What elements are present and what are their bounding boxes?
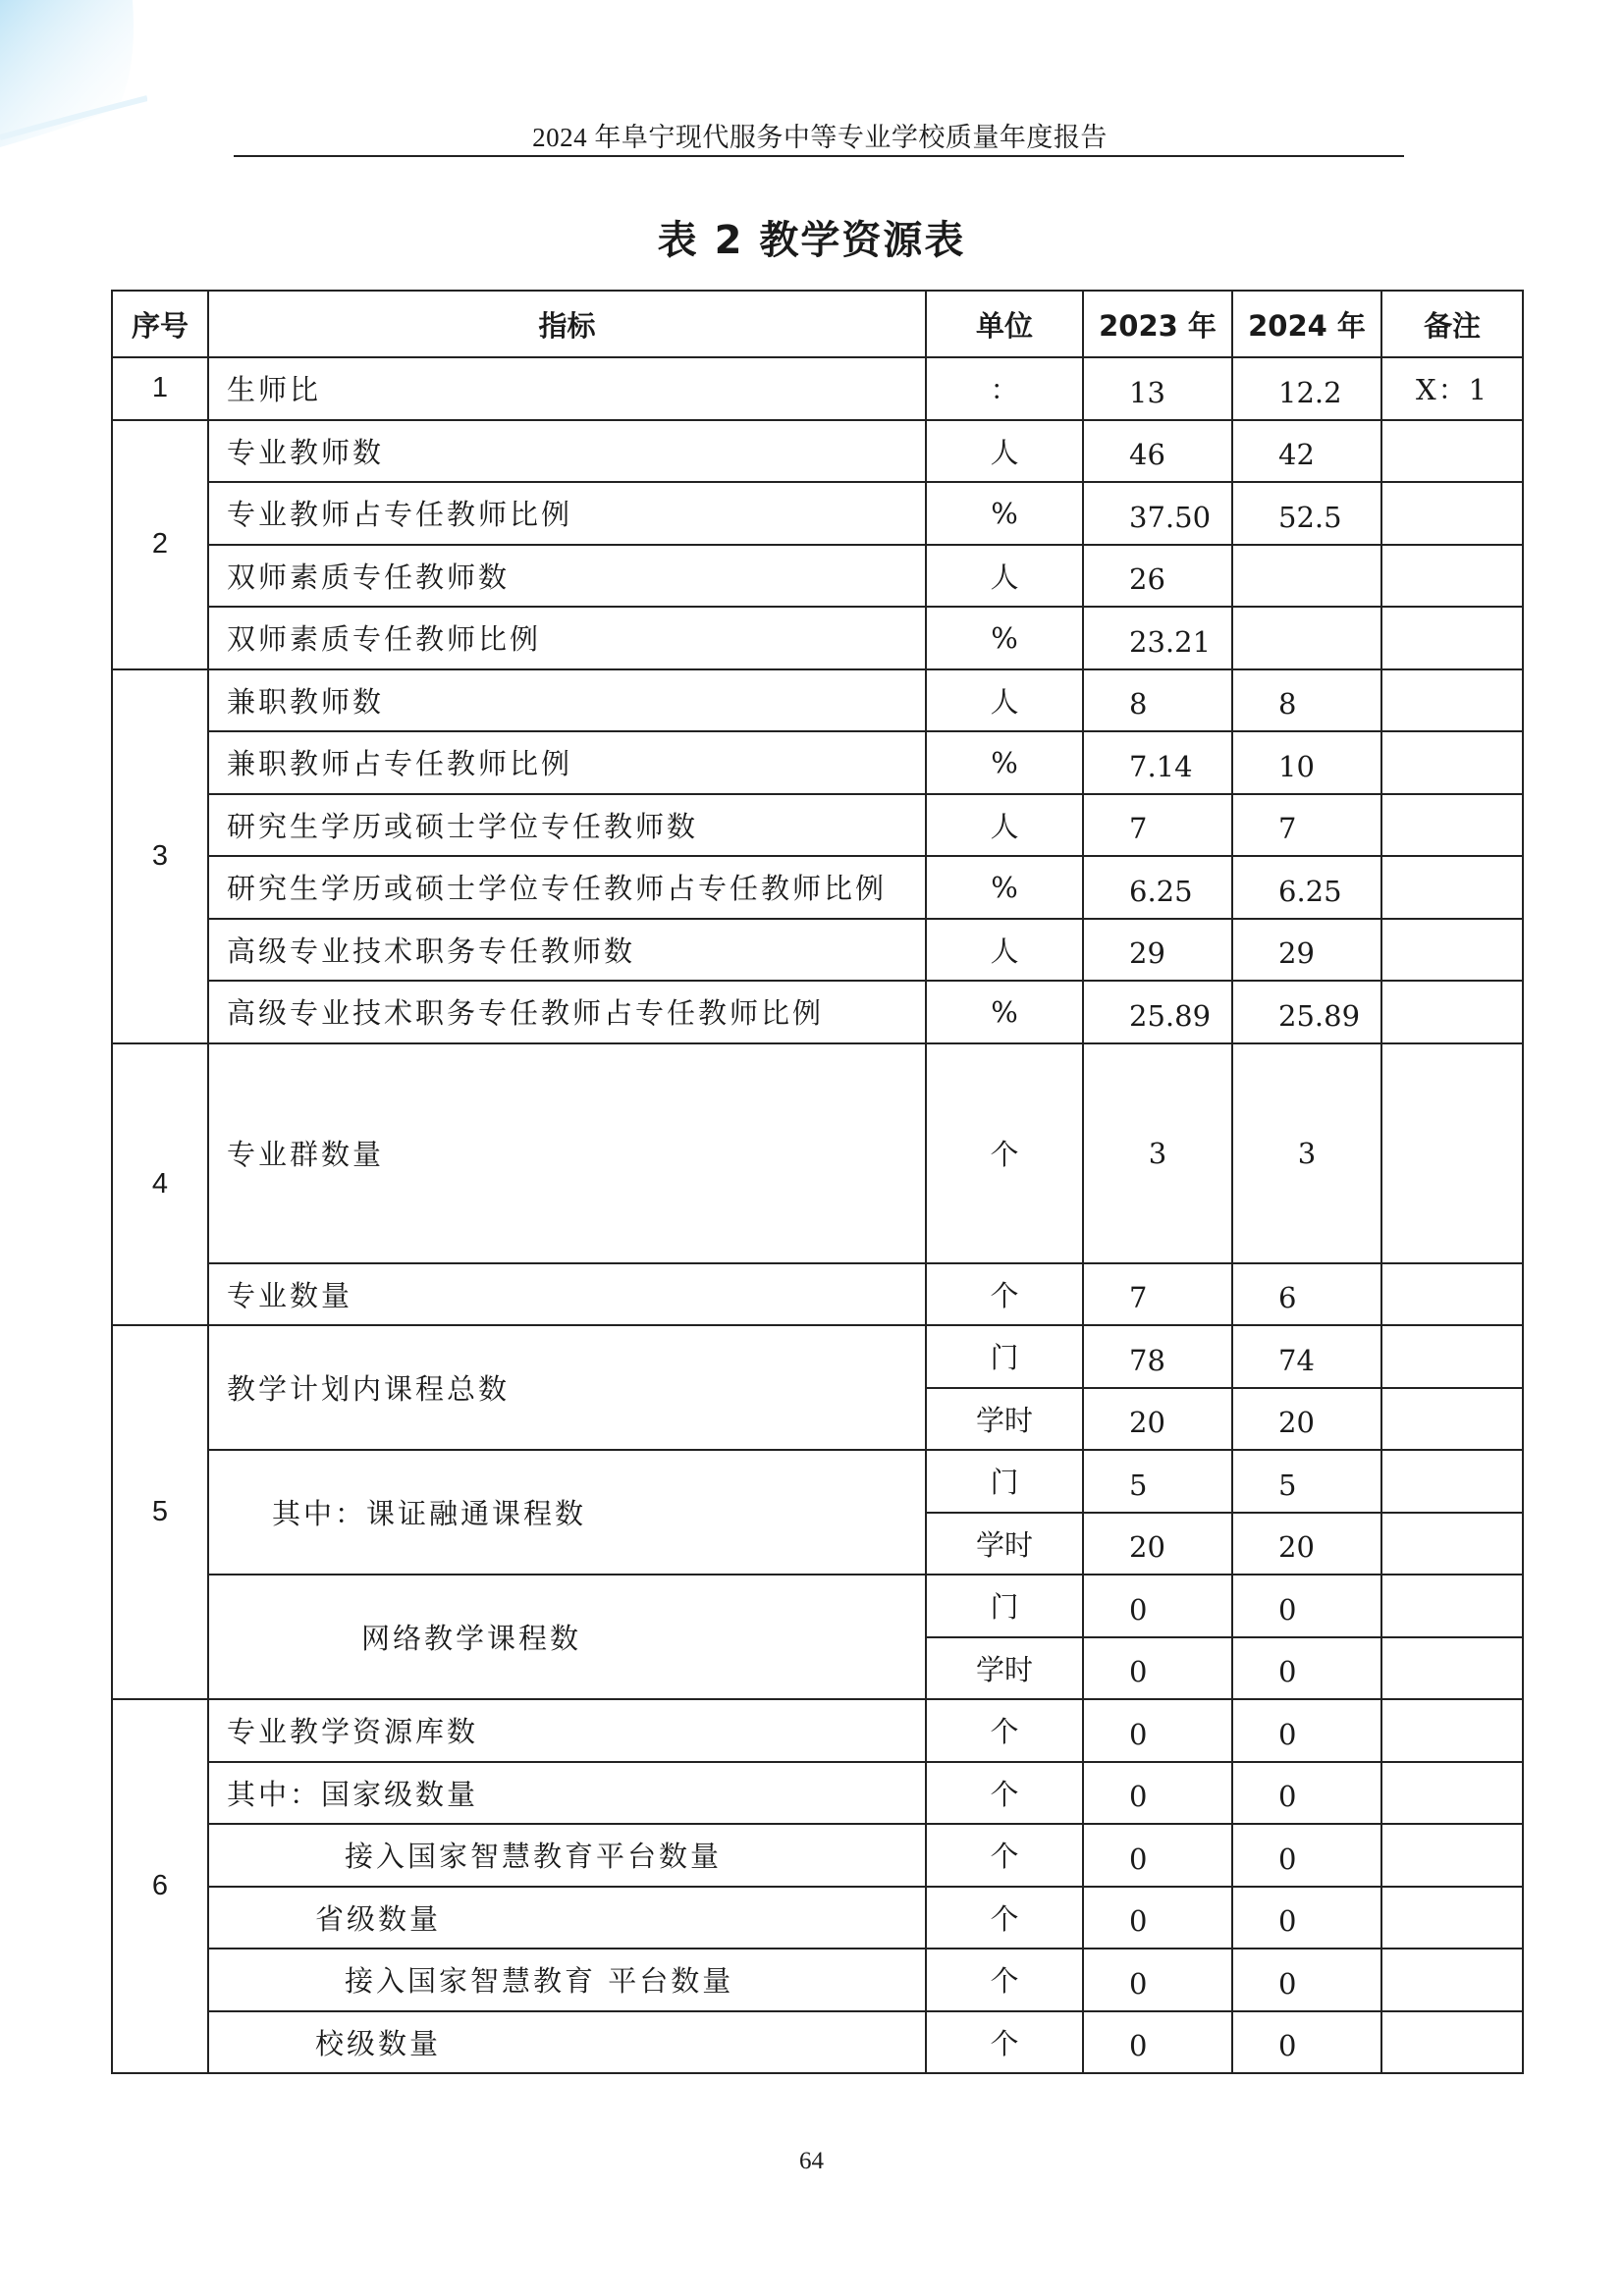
value-2023-cell: 37.50 [1083,482,1232,545]
value-2024-cell: 10 [1232,731,1381,794]
note-cell [1381,1575,1523,1637]
unit-cell: 人 [926,919,1083,982]
corner-decoration [0,0,147,147]
row-number: 2 [112,420,208,669]
note-cell [1381,2011,1523,2074]
value-2024-cell: 5 [1232,1450,1381,1513]
value-2023-cell: 0 [1083,1887,1232,1949]
value-2023-cell: 29 [1083,919,1232,982]
header-rule [234,155,1404,157]
header-no: 序号 [112,291,208,357]
indicator-cell: 高级专业技术职务专任教师数 [208,919,926,982]
value-2023-cell: 5 [1083,1450,1232,1513]
note-cell [1381,1043,1523,1263]
table-row [112,919,1523,982]
note-cell [1381,1513,1523,1575]
unit-cell: 个 [926,1762,1083,1825]
note-cell [1381,1263,1523,1326]
value-2023-cell: 0 [1083,1575,1232,1637]
table-row [112,545,1523,608]
value-2023-cell: 25.89 [1083,981,1232,1043]
row-number: 5 [112,1325,208,1699]
unit-cell: 个 [926,1887,1083,1949]
indicator-cell: 专业教师数 [208,420,926,483]
table-row [112,1450,1523,1513]
value-2023-cell: 3 [1083,1043,1232,1263]
header-2024: 2024 年 [1232,291,1381,357]
value-2024-cell: 0 [1232,1949,1381,2011]
value-2024-cell [1232,607,1381,669]
value-2024-cell: 29 [1232,919,1381,982]
note-cell [1381,1325,1523,1388]
indicator-cell: 兼职教师占专任教师比例 [208,731,926,794]
unit-cell: 人 [926,669,1083,732]
unit-cell: 个 [926,1263,1083,1326]
indicator-cell: 双师素质专任教师比例 [208,607,926,669]
value-2023-cell: 0 [1083,1637,1232,1700]
unit-cell: 门 [926,1575,1083,1637]
note-cell [1381,1699,1523,1762]
table-row [112,1325,1523,1388]
row-number: 1 [112,357,208,420]
unit-cell: 人 [926,420,1083,483]
value-2024-cell: 25.89 [1232,981,1381,1043]
page-header: 2024 年阜宁现代服务中等专业学校质量年度报告 [532,123,1108,152]
note-cell [1381,731,1523,794]
note-cell [1381,420,1523,483]
value-2023-cell: 20 [1083,1388,1232,1451]
note-cell [1381,1949,1523,2011]
value-2024-cell: 7 [1232,794,1381,857]
indicator-cell: 生师比 [208,357,926,420]
page-number: 64 [799,2148,824,2174]
unit-cell: 门 [926,1325,1083,1388]
table-row [112,856,1523,919]
value-2023-cell: 0 [1083,1699,1232,1762]
table-row [112,357,1523,420]
value-2024-cell: 52.5 [1232,482,1381,545]
unit-cell: ： [926,357,1083,420]
unit-cell: 人 [926,545,1083,608]
unit-cell: 门 [926,1450,1083,1513]
note-cell [1381,856,1523,919]
row-number: 6 [112,1699,208,2073]
unit-cell: % [926,607,1083,669]
value-2024-cell: 0 [1232,1575,1381,1637]
note-cell [1381,981,1523,1043]
value-2023-cell: 7 [1083,794,1232,857]
header-2023: 2023 年 [1083,291,1232,357]
indicator-cell: 兼职教师数 [208,669,926,732]
table-row [112,482,1523,545]
indicator-cell: 专业群数量 [208,1043,926,1263]
table-row [112,607,1523,669]
unit-cell: 学时 [926,1637,1083,1700]
table-row [112,981,1523,1043]
value-2024-cell: 20 [1232,1513,1381,1575]
value-2023-cell: 0 [1083,1824,1232,1887]
indicator-cell: 专业数量 [208,1263,926,1326]
note-cell [1381,669,1523,732]
value-2024-cell: 6.25 [1232,856,1381,919]
unit-cell: 学时 [926,1388,1083,1451]
note-cell: X：1 [1381,357,1523,420]
table-row [112,1699,1523,1762]
value-2023-cell: 7.14 [1083,731,1232,794]
value-2023-cell: 26 [1083,545,1232,608]
value-2023-cell: 23.21 [1083,607,1232,669]
header-note: 备注 [1381,291,1523,357]
value-2024-cell: 0 [1232,1824,1381,1887]
indicator-cell: 省级数量 [208,1887,926,1949]
table-title: 表 2 教学资源表 [657,218,966,263]
unit-cell: 个 [926,1824,1083,1887]
note-cell [1381,1450,1523,1513]
value-2024-cell: 6 [1232,1263,1381,1326]
value-2023-cell: 0 [1083,1762,1232,1825]
note-cell [1381,1887,1523,1949]
table-row [112,1824,1523,1887]
value-2024-cell: 3 [1232,1043,1381,1263]
indicator-cell: 教学计划内课程总数 [208,1325,926,1450]
value-2024-cell: 20 [1232,1388,1381,1451]
value-2023-cell: 8 [1083,669,1232,732]
value-2023-cell: 13 [1083,357,1232,420]
value-2023-cell: 0 [1083,2011,1232,2074]
value-2024-cell: 12.2 [1232,357,1381,420]
note-cell [1381,794,1523,857]
indicator-cell: 校级数量 [208,2011,926,2074]
note-cell [1381,545,1523,608]
note-cell [1381,607,1523,669]
note-cell [1381,1388,1523,1451]
unit-cell: % [926,482,1083,545]
value-2023-cell: 46 [1083,420,1232,483]
table-row [112,1263,1523,1326]
table-row [112,420,1523,483]
indicator-cell: 双师素质专任教师数 [208,545,926,608]
row-number: 3 [112,669,208,1043]
indicator-cell: 专业教学资源库数 [208,1699,926,1762]
value-2024-cell: 42 [1232,420,1381,483]
table-row [112,1762,1523,1825]
unit-cell: 个 [926,1699,1083,1762]
value-2024-cell: 0 [1232,1887,1381,1949]
value-2024-cell [1232,545,1381,608]
unit-cell: % [926,981,1083,1043]
value-2023-cell: 6.25 [1083,856,1232,919]
unit-cell: % [926,856,1083,919]
table-row [112,1575,1523,1637]
unit-cell: 个 [926,1949,1083,2011]
value-2023-cell: 7 [1083,1263,1232,1326]
table-row [112,794,1523,857]
unit-cell: 个 [926,2011,1083,2074]
value-2024-cell: 0 [1232,1762,1381,1825]
indicator-cell: 其中：课证融通课程数 [208,1450,926,1575]
value-2024-cell: 74 [1232,1325,1381,1388]
table-row [112,1043,1523,1263]
table-row [112,669,1523,732]
value-2023-cell: 0 [1083,1949,1232,2011]
teaching-resource-table [111,290,1524,2074]
table-header-row [112,291,1523,357]
indicator-cell: 研究生学历或硕士学位专任教师数 [208,794,926,857]
indicator-cell: 接入国家智慧教育 平台数量 [208,1949,926,2011]
unit-cell: 学时 [926,1513,1083,1575]
indicator-cell: 网络教学课程数 [208,1575,926,1699]
table-row [112,2011,1523,2074]
indicator-cell: 专业教师占专任教师比例 [208,482,926,545]
note-cell [1381,1637,1523,1700]
header-indicator: 指标 [208,291,926,357]
unit-cell: 个 [926,1043,1083,1263]
indicator-cell: 其中：国家级数量 [208,1762,926,1825]
value-2023-cell: 78 [1083,1325,1232,1388]
note-cell [1381,1762,1523,1825]
value-2024-cell: 0 [1232,1637,1381,1700]
note-cell [1381,919,1523,982]
row-number: 4 [112,1043,208,1326]
value-2024-cell: 0 [1232,2011,1381,2074]
indicator-cell: 研究生学历或硕士学位专任教师占专任教师比例 [208,856,926,919]
indicator-cell: 高级专业技术职务专任教师占专任教师比例 [208,981,926,1043]
note-cell [1381,1824,1523,1887]
table-row [112,1887,1523,1949]
header-unit: 单位 [926,291,1083,357]
indicator-cell: 接入国家智慧教育平台数量 [208,1824,926,1887]
table-row [112,1949,1523,2011]
value-2023-cell: 20 [1083,1513,1232,1575]
table-row [112,731,1523,794]
unit-cell: 人 [926,794,1083,857]
note-cell [1381,482,1523,545]
value-2024-cell: 8 [1232,669,1381,732]
value-2024-cell: 0 [1232,1699,1381,1762]
unit-cell: % [926,731,1083,794]
